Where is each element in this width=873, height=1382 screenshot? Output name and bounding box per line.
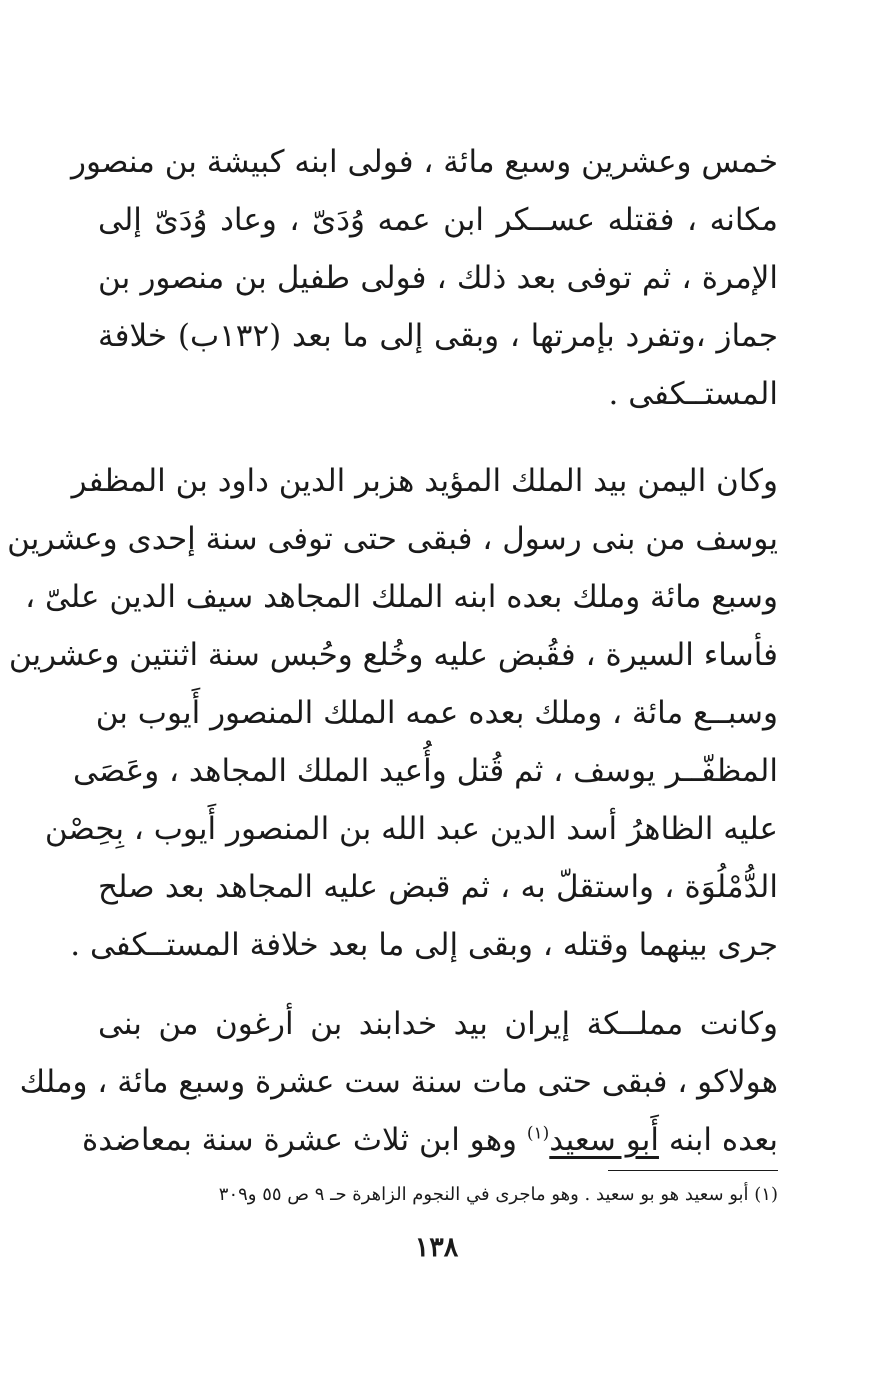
paragraph-1 bbox=[71, 133, 778, 423]
line-segment-before: بعده ابنه bbox=[668, 1122, 778, 1158]
text-line: هولاكو ، فبقى حتى مات سنة ست عشرة وسبع مائة ، وملك bbox=[19, 1064, 778, 1100]
text-line: يوسف من بنى رسول ، فبقى حتى توفى سنة إحدى وعشرين bbox=[7, 521, 778, 557]
paragraph-3 bbox=[19, 995, 778, 1169]
text-line: جماز ،وتفرد بإمرتها ، وبقى إلى ما بعد (١٣٢ب) خلافة bbox=[98, 318, 778, 354]
text-line: وكانت مملــكة إيران بيد خدابند بن أرغون من بنى bbox=[98, 1006, 778, 1042]
text-line: المظفّــر يوسف ، ثم قُتل وأُعيد الملك المجاهد ، وعَصَى bbox=[73, 753, 778, 789]
footnote-divider bbox=[608, 1170, 778, 1171]
text-line: المستــكفى . bbox=[608, 376, 778, 412]
page-number: ١٣٨ bbox=[414, 1232, 459, 1263]
text-line: عليه الظاهرُ أسد الدين عبد الله بن المنصور أَيوب ، بِحِصْن bbox=[44, 811, 778, 847]
text-line: فأساء السيرة ، فقُبض عليه وخُلع وحُبس سنة اثنتين وعشرين bbox=[8, 637, 778, 673]
footnote: (١) أبو سعيد هو بو سعيد . وهو ماجرى في النجوم الزاهرة حـ ٩ ص ٥٥ و٣٠٩ bbox=[218, 1184, 778, 1205]
text-line: مكانه ، فقتله عســكر ابن عمه وُدَىّ ، وعاد وُدَىّ إلى bbox=[98, 202, 778, 238]
text-line: جرى بينهما وقتله ، وبقى إلى ما بعد خلافة المستــكفى . bbox=[70, 927, 778, 963]
footnote-reference: (١) bbox=[526, 1123, 550, 1144]
text-line-with-footnote bbox=[82, 1111, 778, 1169]
text-line: الإمرة ، ثم توفى بعد ذلك ، فولى طفيل بن منصور بن bbox=[98, 260, 778, 296]
line-segment-after: وهو ابن ثلاث عشرة سنة بمعاضدة bbox=[82, 1122, 518, 1158]
text-line: وسبع مائة وملك بعده ابنه الملك المجاهد سيف الدين علىّ ، bbox=[25, 579, 778, 615]
paragraph-2 bbox=[7, 452, 778, 974]
text-line: وسبــع مائة ، وملك بعده عمه الملك المنصور أَيوب بن bbox=[95, 695, 778, 731]
underlined-name: أَبو سعيد bbox=[549, 1122, 659, 1158]
text-line: وكان اليمن بيد الملك المؤيد هزبر الدين داود بن المظفر bbox=[71, 463, 778, 499]
text-line: الدُّمْلُوَة ، واستقلّ به ، ثم قبض عليه المجاهد بعد صلح bbox=[98, 869, 778, 905]
text-line: خمس وعشرين وسبع مائة ، فولى ابنه كبيشة بن منصور bbox=[71, 144, 778, 180]
